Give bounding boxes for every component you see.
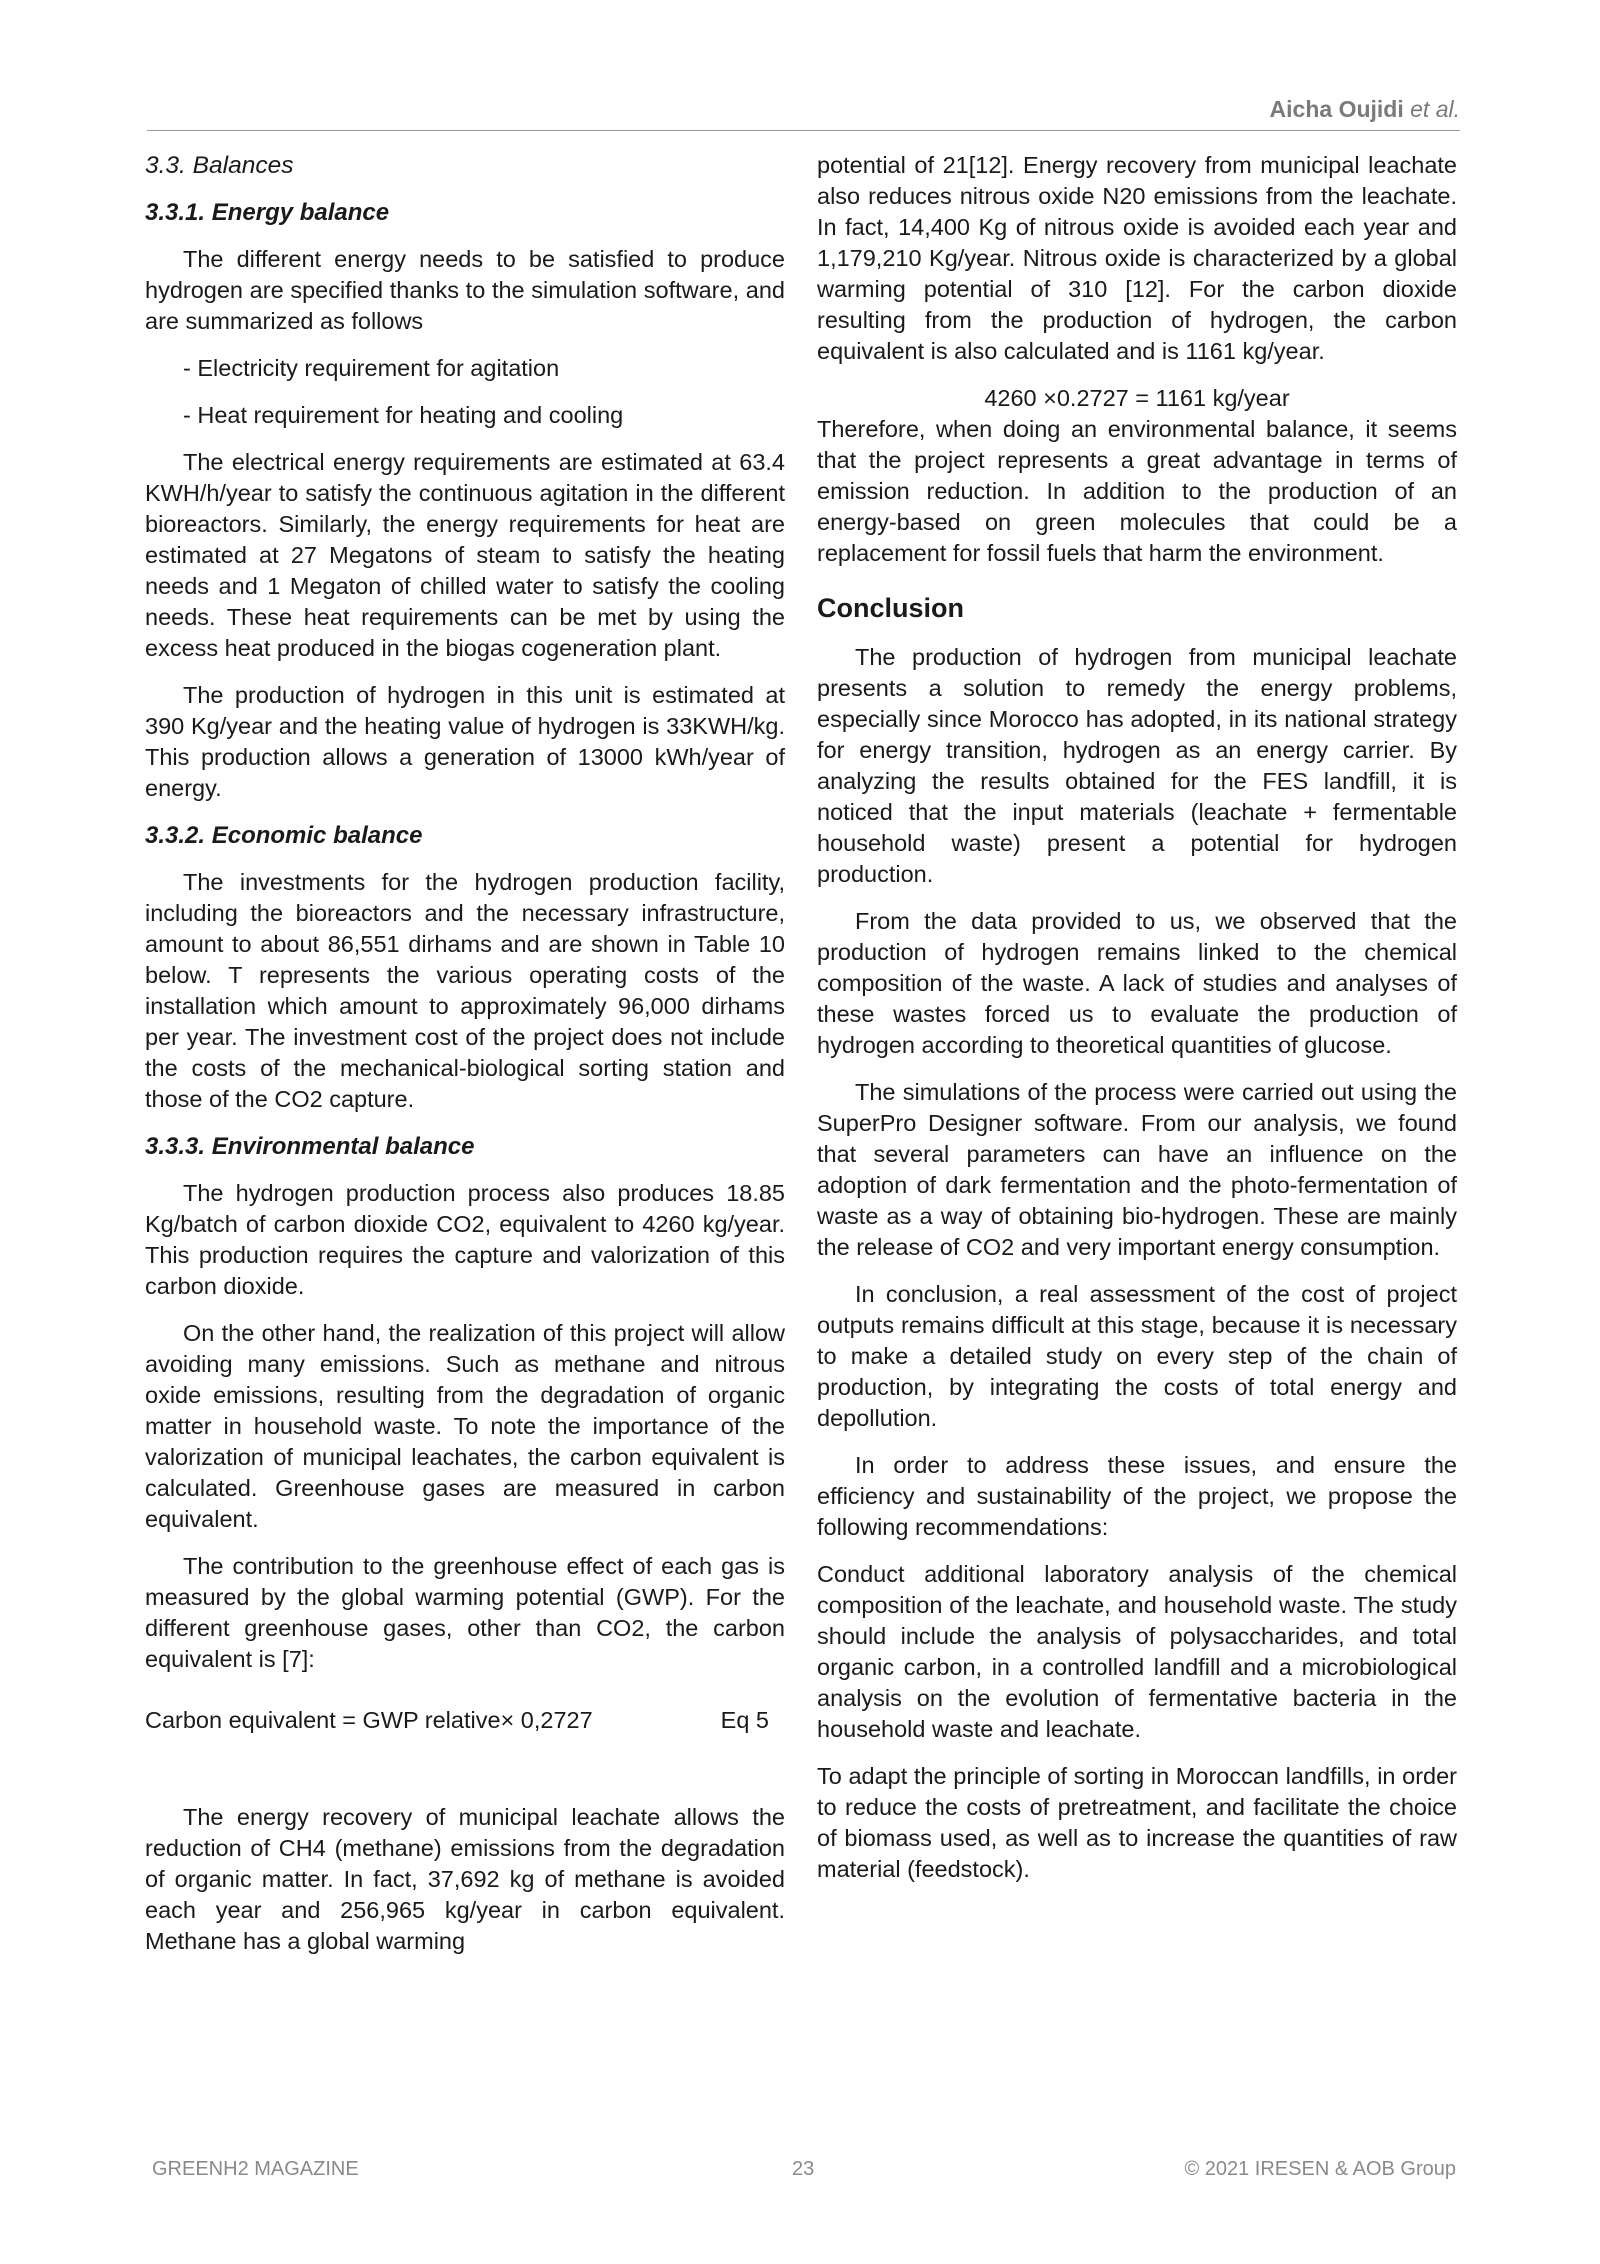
paragraph: In conclusion, a real assessment of the cost of project outputs remains difficult at this stage, because it is necessary to make a detailed study on every step of the chain of production, by integrating the costs of total energy and depollution. [817, 1281, 1457, 1431]
paragraph: The investments for the hydrogen production facility, including the bioreactors and the necessary infrastructure, amount to about 86,551 dirhams and are shown in Table 10 below. T represents the various operating costs of the installation which amount to approximately 96,000 dirhams per year. The investment cost of the project does not include the costs of the mechanical-biological sorting station and those of the CO2 capture. [145, 869, 785, 1112]
paragraph: On the other hand, the realization of this project will allow avoiding many emissions. Such as methane and nitrous oxide emissions, resulting from the degradation of organic matter in household waste. To note the importance of the valorization of municipal leachates, the carbon equivalent is calculated. Greenhouse gases are measured in carbon equivalent. [145, 1320, 785, 1532]
copyright: © 2021 IRESEN & AOB Group [1184, 2158, 1456, 2180]
paragraph: The production of hydrogen in this unit is estimated at 390 Kg/year and the heating value of hydrogen is 33KWH/kg. This production allows a generation of 13000 kWh/year of energy. [145, 682, 785, 801]
paragraph: The contribution to the greenhouse effect of each gas is measured by the global warming potential (GWP). For the different greenhouse gases, other than CO2, the carbon equivalent is [7]: [145, 1553, 785, 1672]
paragraph: In order to address these issues, and ensure the efficiency and sustainability of the project, we propose the following recommendations: [817, 1452, 1457, 1540]
paragraph: The energy recovery of municipal leachate allows the reduction of CH4 (methane) emissions from the degradation of organic matter. In fact, 37,692 kg of methane is avoided each year and 256,965 kg/year in carbon equivalent. Methane has a global warming [145, 1804, 785, 1954]
paragraph: From the data provided to us, we observed that the production of hydrogen remains linked to the chemical composition of the waste. A lack of studies and analyses of these wastes forced us to evaluate the production of hydrogen according to theoretical quantities of glucose. [817, 908, 1457, 1058]
paragraph: Therefore, when doing an environmental balance, it seems that the project represents a great advantage in terms of emission reduction. In addition to the production of an energy-based on green molecules that could be a replacement for fossil fuels that harm the environment. [817, 416, 1457, 566]
paragraph: The different energy needs to be satisfied to produce hydrogen are specified thanks to the simulation software, and are summarized as follows [145, 246, 785, 334]
subsection-heading-environmental: 3.3.3. Environmental balance [145, 1133, 475, 1160]
paragraph: potential of 21[12]. Energy recovery from municipal leachate also reduces nitrous oxide N20 emissions from the leachate. In fact, 14,400 Kg of nitrous oxide is avoided each year and 1,179,210 Kg/year. Nitrous oxide is characterized by a global warming potential of 310 [12]. For the carbon dioxide resulting from the production of hydrogen, the carbon equivalent is also calculated and is 1161 kg/year. [817, 152, 1457, 364]
right-column [817, 150, 1457, 1901]
paragraph: The hydrogen production process also produces 18.85 Kg/batch of carbon dioxide CO2, equivalent to 4260 kg/year. This production requires the capture and valorization of this carbon dioxide. [145, 1180, 785, 1299]
subsection-heading-energy: 3.3.1. Energy balance [145, 199, 390, 226]
recommendation-item: Conduct additional laboratory analysis of the chemical composition of the leachate, and household waste. The study should include the analysis of polysaccharides, and total organic carbon, in a controlled landfill and a microbiological analysis on the evolution of fermentative bacteria in the household waste and leachate. [817, 1561, 1457, 1742]
page-number: 23 [792, 2158, 815, 2180]
equation [145, 1705, 785, 1736]
left-column [145, 150, 785, 1973]
equation-text: Carbon equivalent = GWP relative× 0,2727 [145, 1707, 593, 1733]
paragraph: The electrical energy requirements are estimated at 63.4 KWH/h/year to satisfy the continuous agitation in the different bioreactors. Similarly, the energy requirements for heat are estimated at 27 Megatons of steam to satisfy the heating needs and 1 Megaton of chilled water to satisfy the cooling needs. These heat requirements can be met by using the excess heat produced in the biogas cogeneration plant. [145, 449, 785, 661]
list-item: - Electricity requirement for agitation [183, 355, 560, 381]
conclusion-heading: Conclusion [817, 593, 964, 623]
magazine-name: GREENH2 MAGAZINE [152, 2158, 359, 2180]
subsection-heading-economic: 3.3.2. Economic balance [145, 822, 423, 849]
paragraph: The simulations of the process were carried out using the SuperPro Designer software. From our analysis, we found that several parameters can have an influence on the adoption of dark fermentation and the photo-fermentation of waste as a way of obtaining bio-hydrogen. These are mainly the release of CO2 and very important energy consumption. [817, 1079, 1457, 1260]
paragraph: The production of hydrogen from municipal leachate presents a solution to remedy the energy problems, especially since Morocco has adopted, in its national strategy for energy transition, hydrogen as an energy carrier. By analyzing the results obtained for the FES landfill, it is noticed that the input materials (leachate + fermentable household waste) present a potential for hydrogen production. [817, 644, 1457, 887]
calculation-line: 4260 ×0.2727 = 1161 kg/year [984, 385, 1290, 411]
page-header [147, 94, 1460, 131]
section-heading: 3.3. Balances [145, 152, 294, 179]
list-item: - Heat requirement for heating and cooling [183, 402, 624, 428]
equation-label: Eq 5 [720, 1707, 769, 1733]
recommendation-item: To adapt the principle of sorting in Moroccan landfills, in order to reduce the costs of pretreatment, and facilitate the choice of biomass used, as well as to increase the quantities of raw material (feedstock). [817, 1763, 1457, 1882]
running-author: Aicha Oujidi et al. [1269, 96, 1460, 122]
